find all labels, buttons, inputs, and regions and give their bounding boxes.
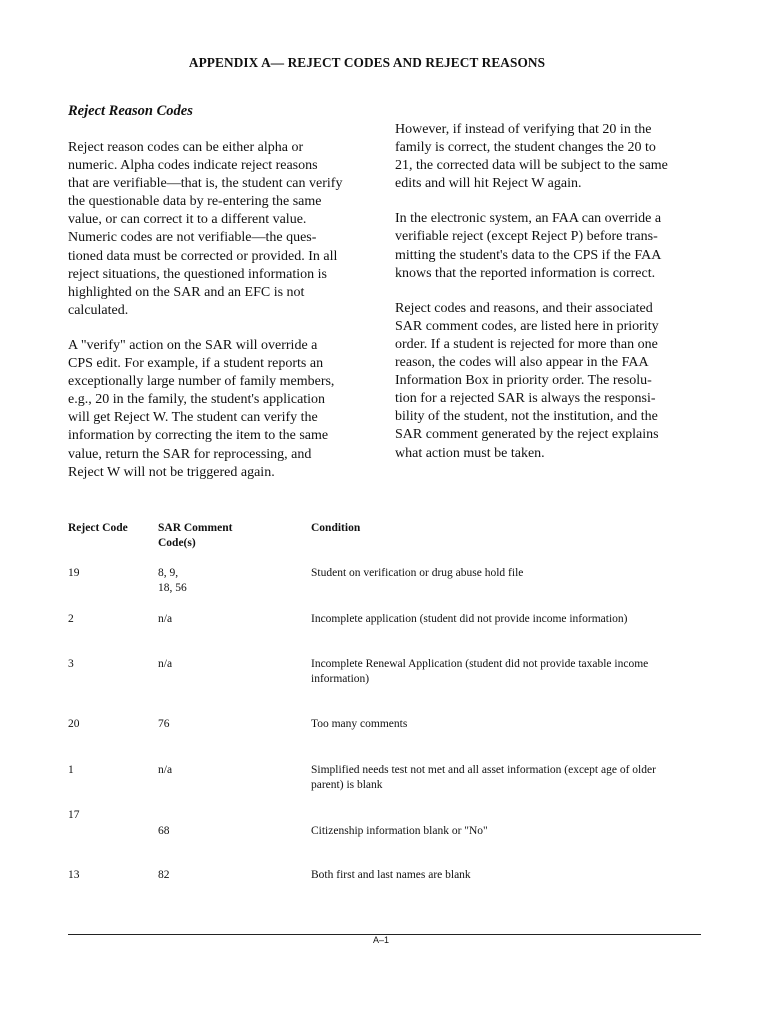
reject-code-cell: 3: [68, 658, 74, 670]
reject-code-cell: 20: [68, 718, 80, 730]
reject-code-cell: 1: [68, 764, 74, 776]
reject-code-cell: 2: [68, 613, 74, 625]
paragraph: In the electronic system, an FAA can override a verifiable reject (except Reject P) before trans- mitting the student's data to the CPS if the FAA knows that the reported information is correct.: [395, 211, 662, 281]
section-heading: Reject Reason Codes: [68, 103, 193, 119]
paragraph: However, if instead of verifying that 20 in the family is correct, the student changes the 20 to 21, the corrected data will be subject to the same edits and will hit Reject W again.: [395, 122, 668, 192]
sar-comment-cell: n/a: [158, 613, 173, 625]
header-condition: Condition: [311, 522, 361, 534]
reject-code-cell: 19: [68, 567, 80, 579]
condition-cell: Student on verification or drug abuse hold file: [311, 567, 524, 579]
paragraph: A "verify" action on the SAR will override a CPS edit. For example, if a student reports an exceptionally large number of family members, e.g., 20 in the family, the student's application will get Reject W. The student can verify the information by correcting the item to the same value, return the SAR for reprocessing, and Reject W will not be triggered again.: [68, 337, 335, 480]
condition-cell: Incomplete application (student did not provide income information): [311, 613, 628, 625]
header-reject-code: Reject Code: [68, 522, 128, 534]
sar-comment-cell: n/a: [158, 658, 173, 670]
paragraph: Reject reason codes can be either alpha or numeric. Alpha codes indicate reject reasons that are verifiable—that is, the student can verify the questionable data by re-entering the same value, or can correct it to a different value. Numeric codes are not verifiable—the ques- tioned data must be corrected or provided. In all reject situations, the questioned information is highlighted on the SAR and an EFC is not calculated.: [68, 140, 343, 318]
page-title: APPENDIX A— REJECT CODES AND REJECT REASONS: [188, 55, 546, 70]
reject-code-cell: 17: [68, 809, 80, 821]
condition-cell: Simplified needs test not met and all asset information (except age of older parent) is blank: [311, 764, 656, 791]
condition-cell: Incomplete Renewal Application (student did not provide taxable income information): [311, 658, 649, 685]
reject-code-cell: 13: [68, 869, 80, 881]
condition-cell: Citizenship information blank or "No": [311, 825, 488, 837]
page-number: A–1: [372, 935, 389, 945]
header-sar-comment-codes: SAR Comment Code(s): [158, 522, 233, 549]
left-column: [68, 139, 380, 499]
right-column: [395, 121, 707, 480]
condition-cell: Too many comments: [311, 718, 408, 730]
sar-comment-cell: 68: [158, 825, 170, 837]
sar-comment-cell: 82: [158, 869, 170, 881]
condition-cell: Both first and last names are blank: [311, 869, 471, 881]
paragraph: Reject codes and reasons, and their associated SAR comment codes, are listed here in priority order. If a student is rejected for more than one reason, the codes will also appear in the FAA Information Box in priority order. The resolu- tion for a rejected SAR is always the responsi- bility of the student, not the institution, and the SAR comment generated by the reject explains what action must be taken.: [395, 300, 659, 461]
sar-comment-cell: 8, 9, 18, 56: [158, 567, 187, 594]
sar-comment-cell: n/a: [158, 764, 173, 776]
sar-comment-cell: 76: [158, 718, 170, 730]
